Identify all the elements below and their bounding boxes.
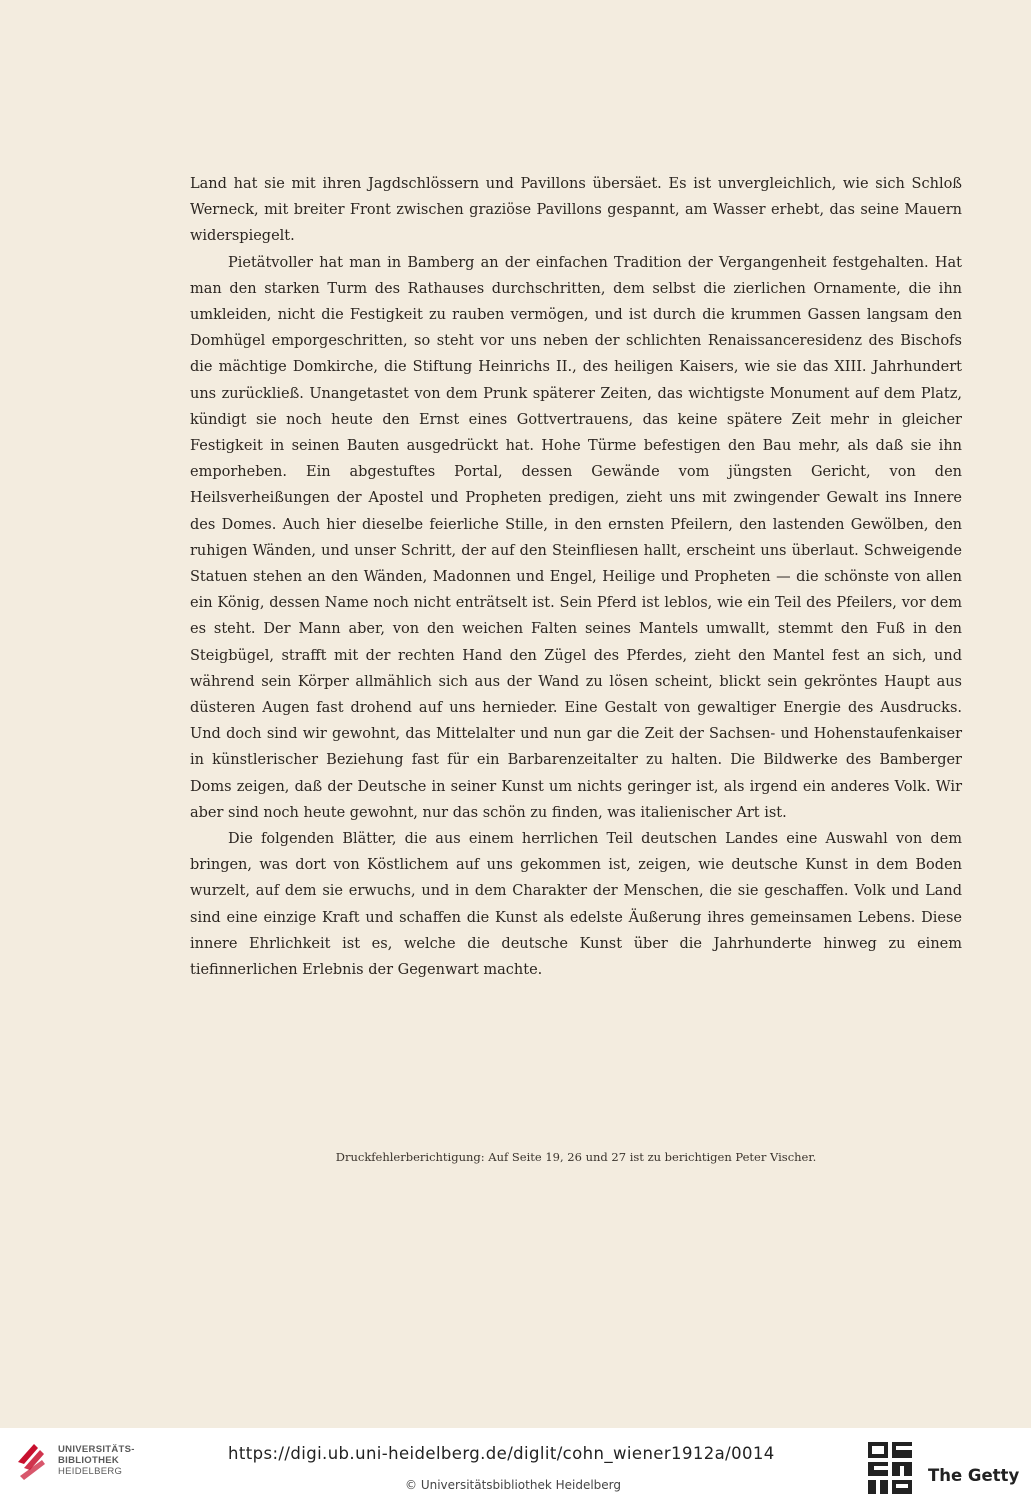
library-line-1: UNIVERSITÄTS- [58,1444,135,1455]
library-name [58,1444,135,1477]
paragraph-1: Land hat sie mit ihren Jagdschlössern und Pavillons übersäet. Es ist unvergleichlich, wie sich Schloß Werneck, mit breiter Front zwischen graziöse Pavillons gespannt, am Wasser erhebt, das seine Mauern widerspiegelt. [190,176,962,245]
paragraph-2: Pietätvoller hat man in Bamberg an der einfachen Tradition der Vergangenheit festgehalten. Hat man den starken Turm des Rathauses durchschritten, dem selbst die zierlichen Ornamente, die ihn umkleiden, nicht die Festigkeit zu rauben vermögen, und ist durch die krummen Gassen langsam den Domhügel emporgeschritten, so steht vor uns neben der schlichten Renaissanceresidenz des Bischofs die mächtige Domkirche, die Stiftung Heinrichs II., des heiligen Kaisers, wie sie das XIII. Jahrhundert uns zurückließ. Unangetastet von dem Prunk späterer Zeiten, das wichtigste Monument auf dem Platz, kündigt sie noch heute den Ernst eines Gottvertrauens, das keine spätere Zeit mehr in gleicher Festigkeit in seinen Bauten ausgedrückt hat. Hohe Türme befestigen den Bau mehr, als daß sie ihn emporheben. Ein abgestuftes Portal, dessen Gewände vom jüngsten Gericht, von den Heilsverheißungen der Apostel und Propheten predigen, zieht uns mit zwingender Gewalt ins Innere des Domes. Auch hier dieselbe feierliche Stille, in den ernsten Pfeilern, den lastenden Gewölben, den ruhigen Wänden, und unser Schritt, der auf den Steinfliesen hallt, erscheint uns überlaut. Schweigende Statuen stehen an den Wänden, Madonnen und Engel, Heilige und Propheten — die schönste von allen ein König, dessen Name noch nicht enträtselt ist. Sein Pferd ist leblos, wie ein Teil des Pfeilers, vor dem es steht. Der Mann aber, von den weichen Falten seines Mantels umwallt, stemmt den Fuß in den Steigbügel, strafft mit der rechten Hand den Zügel des Pferdes, zieht den Mantel fest an sich, und während sein Körper allmählich sich aus der Wand zu lösen scheint, blickt sein gekröntes Haupt aus düsteren Augen fast drohend auf uns hernieder. Eine Gestalt von gewaltiger Energie des Ausdrucks. Und doch sind wir gewohnt, das Mittelalter und nun gar die Zeit der Sachsen- und Hohenstaufenkaiser in künstlerischer Beziehung fast für ein Barbarenzeitalter zu halten. Die Bildwerke des Bamberger Doms zeigen, daß der Deutsche in seiner Kunst um nichts geringer ist, als irgend ein anderes Volk. Wir aber sind noch heute gewohnt, nur das schön zu finden, was italienischer Art ist. [190,254,962,821]
library-line-2: BIBLIOTHEK [58,1455,120,1466]
copyright-notice: © Universitätsbibliothek Heidelberg [405,1478,622,1492]
permalink-url[interactable]: https://digi.ub.uni-heidelberg.de/diglit/cohn_wiener1912a/0014 [228,1444,775,1463]
body-text [190,171,962,983]
ub-heidelberg-icon [12,1438,52,1486]
library-line-3: HEIDELBERG [58,1466,123,1477]
errata-note: Druckfehlerberichtigung: Auf Seite 19, 26 und 27 ist zu berichtigen Peter Vischer. [335,1150,817,1164]
university-library-logo[interactable] [12,1436,142,1490]
getty-logo-icon[interactable] [866,1440,916,1496]
paragraph-3: Die folgenden Blätter, die aus einem herrlichen Teil deutschen Landes eine Auswahl von dem bringen, was dort von Köstlichem auf uns gekommen ist, zeigen, wie deutsche Kunst in dem Boden wurzelt, auf dem sie erwuchs, und in dem Charakter der Menschen, die sie geschaffen. Volk und Land sind eine einzige Kraft und schaffen die Kunst als edelste Äußerung ihres gemeinsamen Lebens. Diese innere Ehrlichkeit ist es, welche die deutsche Kunst über die Jahrhunderte hinweg zu einem tiefinnerlichen Erlebnis der Gegenwart machte. [190,831,962,979]
getty-name: The Getty [928,1466,1020,1485]
